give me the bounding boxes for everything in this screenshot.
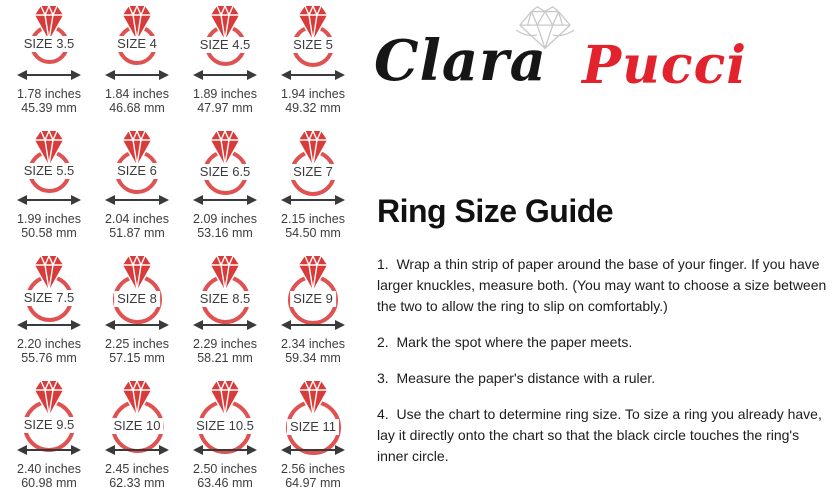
ring-inches: 1.78 inches [17, 87, 81, 101]
ring-dimensions [93, 213, 181, 240]
guide-panel [377, 193, 829, 482]
ring-size-cell [181, 251, 269, 376]
ring-size-grid [5, 1, 357, 501]
ring-dimensions [181, 463, 269, 490]
diameter-arrow-icon [281, 320, 345, 330]
arrow-head-right [335, 445, 345, 455]
ring-inches: 2.15 inches [281, 212, 345, 226]
ring-size-label: SIZE 6.5 [197, 164, 254, 180]
ring-mm: 63.46 mm [197, 475, 253, 490]
diameter-arrow-icon [105, 320, 169, 330]
ring-dimensions [269, 88, 357, 115]
ring-mm: 62.33 mm [109, 475, 165, 490]
arrow-shaft [23, 449, 75, 451]
diameter-arrow-icon [193, 320, 257, 330]
ring-mm: 64.97 mm [285, 475, 341, 490]
ring-inches: 2.56 inches [281, 462, 345, 476]
diameter-arrow-icon [17, 320, 81, 330]
ring-size-label: SIZE 10.5 [193, 418, 257, 434]
arrow-head-right [159, 195, 169, 205]
ring-inches: 2.40 inches [17, 462, 81, 476]
ring-size-cell [181, 376, 269, 501]
ring-inches: 1.89 inches [193, 87, 257, 101]
brand-word-pucci: Pucci [582, 35, 747, 96]
ring-mm: 51.87 mm [109, 225, 165, 240]
ring-mm: 47.97 mm [197, 100, 253, 115]
ring-mm: 55.76 mm [21, 350, 77, 365]
ring-size-label: SIZE 8 [114, 291, 160, 307]
ring-size-label: SIZE 9 [290, 291, 336, 307]
diameter-arrow-icon [281, 195, 345, 205]
ring-inches: 2.25 inches [105, 337, 169, 351]
ring-inches: 2.50 inches [193, 462, 257, 476]
arrow-head-right [247, 445, 257, 455]
ring-inches: 2.09 inches [193, 212, 257, 226]
ring-diamond-icon [298, 253, 328, 296]
ring-dimensions [5, 213, 93, 240]
ring-dimensions [181, 338, 269, 365]
arrow-shaft [111, 324, 163, 326]
ring-mm: 60.98 mm [21, 475, 77, 490]
arrow-head-right [159, 320, 169, 330]
ring-size-label: SIZE 9.5 [21, 417, 78, 433]
arrow-head-right [335, 320, 345, 330]
ring-dimensions [269, 338, 357, 365]
diameter-arrow-icon [193, 195, 257, 205]
ring-inches: 1.99 inches [17, 212, 81, 226]
guide-step: 2. Mark the spot where the paper meets. [377, 334, 633, 350]
ring-size-cell [5, 251, 93, 376]
ring-dimensions [5, 463, 93, 490]
ring-inches: 2.20 inches [17, 337, 81, 351]
arrow-head-right [159, 70, 169, 80]
ring-dimensions [269, 463, 357, 490]
arrow-head-right [71, 70, 81, 80]
ring-mm: 50.58 mm [21, 225, 77, 240]
page-title: Ring Size Guide [377, 193, 614, 229]
ring-mm: 45.39 mm [21, 100, 77, 115]
ring-size-label: SIZE 4 [114, 36, 160, 52]
ring-size-cell [181, 1, 269, 126]
ring-mm: 59.34 mm [285, 350, 341, 365]
ring-dimensions [181, 88, 269, 115]
arrow-head-right [71, 320, 81, 330]
diameter-arrow-icon [17, 445, 81, 455]
ring-size-label: SIZE 5 [290, 37, 336, 53]
ring-size-cell [269, 376, 357, 501]
ring-size-label: SIZE 10 [111, 418, 164, 434]
arrow-shaft [199, 324, 251, 326]
ring-mm: 57.15 mm [109, 350, 165, 365]
ring-size-label: SIZE 3.5 [21, 36, 78, 52]
ring-size-label: SIZE 7.5 [21, 290, 78, 306]
ring-mm: 54.50 mm [285, 225, 341, 240]
ring-size-cell [269, 126, 357, 251]
ring-inches: 1.94 inches [281, 87, 345, 101]
brand-word-clara: Clara [374, 28, 547, 94]
ring-size-cell [5, 376, 93, 501]
ring-size-label: SIZE 11 [287, 419, 339, 435]
ring-diamond-icon [210, 378, 240, 421]
ring-mm: 49.32 mm [285, 100, 341, 115]
arrow-shaft [23, 74, 75, 76]
ring-size-cell [269, 1, 357, 126]
ring-dimensions [269, 213, 357, 240]
arrow-shaft [111, 74, 163, 76]
arrow-shaft [199, 199, 251, 201]
arrow-head-right [247, 70, 257, 80]
ring-size-cell [93, 126, 181, 251]
diameter-arrow-icon [17, 70, 81, 80]
ring-inches: 2.45 inches [105, 462, 169, 476]
guide-steps [377, 254, 829, 467]
diameter-arrow-icon [281, 70, 345, 80]
ring-mm: 53.16 mm [197, 225, 253, 240]
ring-size-cell [93, 251, 181, 376]
arrow-head-right [71, 445, 81, 455]
ring-size-cell [5, 126, 93, 251]
arrow-shaft [111, 449, 163, 451]
arrow-head-right [247, 320, 257, 330]
ring-size-cell [93, 1, 181, 126]
diameter-arrow-icon [193, 70, 257, 80]
diameter-arrow-icon [17, 195, 81, 205]
ring-dimensions [5, 338, 93, 365]
ring-size-label: SIZE 5.5 [21, 163, 78, 179]
diameter-arrow-icon [105, 445, 169, 455]
arrow-shaft [287, 449, 339, 451]
ring-size-cell [93, 376, 181, 501]
ring-inches: 2.34 inches [281, 337, 345, 351]
ring-inches: 1.84 inches [105, 87, 169, 101]
ring-diamond-icon [122, 378, 152, 421]
diameter-arrow-icon [281, 445, 345, 455]
ring-dimensions [181, 213, 269, 240]
ring-diamond-icon [34, 378, 64, 421]
ring-inches: 2.29 inches [193, 337, 257, 351]
guide-step: 1. Wrap a thin strip of paper around the base of your finger. If you have larger knuckles, measure both. (You may want to choose a size between the two to allow the ring to slip on comfortably.) [377, 256, 831, 314]
diameter-arrow-icon [105, 70, 169, 80]
arrow-head-right [335, 70, 345, 80]
guide-step: 4. Use the chart to determine ring size. To size a ring you already have, lay it directly onto the chart so that the black circle touches the ring's inner circle. [377, 406, 826, 464]
ring-diamond-icon [298, 378, 328, 421]
ring-size-label: SIZE 4.5 [197, 37, 254, 53]
ring-size-label: SIZE 7 [290, 164, 336, 180]
arrow-shaft [23, 324, 75, 326]
arrow-head-right [335, 195, 345, 205]
arrow-head-right [247, 195, 257, 205]
arrow-shaft [23, 199, 75, 201]
ring-mm: 58.21 mm [197, 350, 253, 365]
ring-inches: 2.04 inches [105, 212, 169, 226]
guide-step: 3. Measure the paper's distance with a ruler. [377, 370, 656, 386]
ring-size-cell [181, 126, 269, 251]
ring-size-cell [5, 1, 93, 126]
ring-dimensions [93, 463, 181, 490]
arrow-shaft [287, 199, 339, 201]
diameter-arrow-icon [193, 445, 257, 455]
ring-dimensions [93, 88, 181, 115]
arrow-shaft [199, 74, 251, 76]
ring-size-label: SIZE 8.5 [197, 291, 254, 307]
arrow-shaft [287, 74, 339, 76]
ring-dimensions [93, 338, 181, 365]
brand-logo [372, 2, 772, 100]
ring-dimensions [5, 88, 93, 115]
diameter-arrow-icon [105, 195, 169, 205]
ring-mm: 46.68 mm [109, 100, 165, 115]
ring-size-cell [269, 251, 357, 376]
ring-size-label: SIZE 6 [114, 163, 160, 179]
arrow-shaft [287, 324, 339, 326]
arrow-shaft [199, 449, 251, 451]
arrow-head-right [71, 195, 81, 205]
arrow-head-right [159, 445, 169, 455]
arrow-shaft [111, 199, 163, 201]
